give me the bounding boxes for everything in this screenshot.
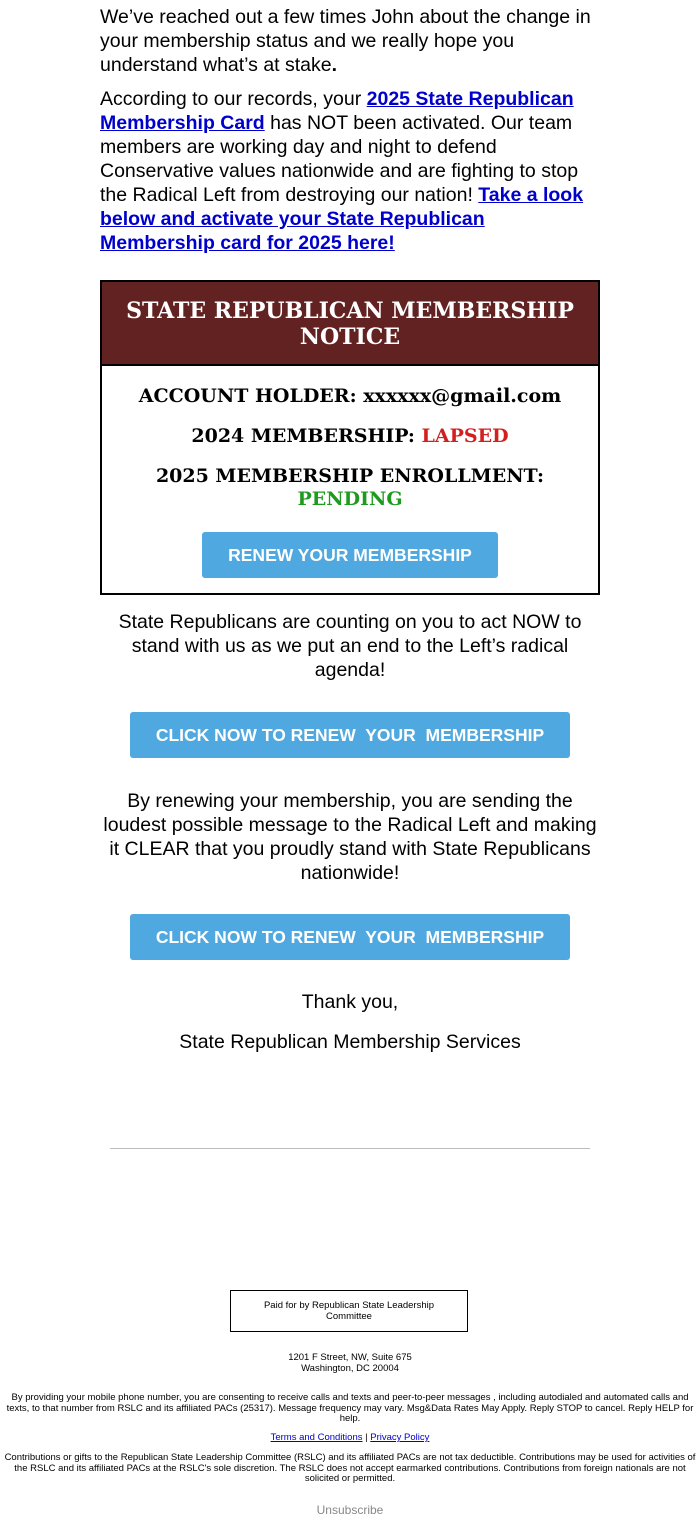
- account-holder-line: ACCOUNT HOLDER: xxxxxx@gmail.com: [138, 385, 562, 407]
- contributions-disclaimer: Contributions or gifts to the Republican State Leadership Committee (RSLC) and its affiliated PACs are not tax deductible. Contributions may be used for activities of the RSLC and its affiliated PACs at the RSLC's sole discretion. The RSLC does not accept earmarked contributions. Contributions from foreign nationals are not solicited or permitted.: [4, 1452, 696, 1484]
- renewal-message-text: By renewing your membership, you are sending the loudest possible message to the Radical Left and making it CLEAR that you proudly stand with State Republicans nationwide!: [103, 790, 597, 884]
- footer-divider: [110, 1148, 590, 1149]
- click-renew-button-1[interactable]: CLICK NOW TO RENEW YOUR MEMBERSHIP: [130, 712, 570, 758]
- terms-link[interactable]: Terms and Conditions: [270, 1432, 363, 1443]
- notice-title: STATE REPUBLICAN MEMBERSHIP NOTICE: [102, 282, 598, 366]
- membership-2024-line: 2024 MEMBERSHIP: LAPSED: [191, 425, 509, 447]
- paid-for-box: Paid for by Republican State Leadership Committee: [230, 1290, 468, 1332]
- intro-text: [100, 5, 600, 255]
- sms-disclaimer: By providing your mobile phone number, you are consenting to receive calls and texts and peer-to-peer messages , including autodialed and automated calls and texts, to that number from RSLC and its affiliated PACs (25317). Message frequency may vary. Msg&Data Rates May Apply. Reply STOP to cancel. Reply HELP for help.: [6, 1392, 694, 1424]
- membership-card-link[interactable]: 2025 State Republican Membership Card: [100, 88, 574, 134]
- status-pending: PENDING: [297, 488, 403, 510]
- call-to-action-text: State Republicans are counting on you to act NOW to stand with us as we put an end to the Left’s radical agenda!: [118, 611, 582, 681]
- account-email: xxxxxx@gmail.com: [363, 385, 562, 407]
- intro-paragraph-1: We’ve reached out a few times John about the change in your membership status and we really hope you understand what’s at stake.: [100, 6, 591, 76]
- address: 1201 F Street, NW, Suite 675 Washington, DC 20004: [288, 1352, 412, 1374]
- signature-text: State Republican Membership Services: [179, 1031, 521, 1053]
- membership-notice-box: [100, 280, 600, 595]
- intro-paragraph-2: According to our records, your 2025 State Republican Membership Card has NOT been activated. Our team members are working day and night to defend Conservative values nationwide and are fighting to stop the Radical Left from destroying our nation! Take a look below and activate your State Republican Membership card for 2025 here!: [100, 88, 584, 254]
- activate-membership-link[interactable]: Take a look below and activate your State Republican Membership card for 2025 here!: [100, 184, 584, 254]
- membership-2025-line: 2025 MEMBERSHIP ENROLLMENT: PENDING: [102, 465, 598, 511]
- click-renew-button-2[interactable]: CLICK NOW TO RENEW YOUR MEMBERSHIP: [130, 914, 570, 960]
- unsubscribe-link[interactable]: Unsubscribe: [316, 1503, 384, 1517]
- thank-you-text: Thank you,: [301, 991, 399, 1013]
- legal-links: Terms and Conditions | Privacy Policy: [270, 1432, 430, 1443]
- privacy-link[interactable]: Privacy Policy: [370, 1432, 430, 1443]
- renew-membership-button[interactable]: RENEW YOUR MEMBERSHIP: [202, 532, 498, 578]
- status-lapsed: LAPSED: [421, 425, 509, 447]
